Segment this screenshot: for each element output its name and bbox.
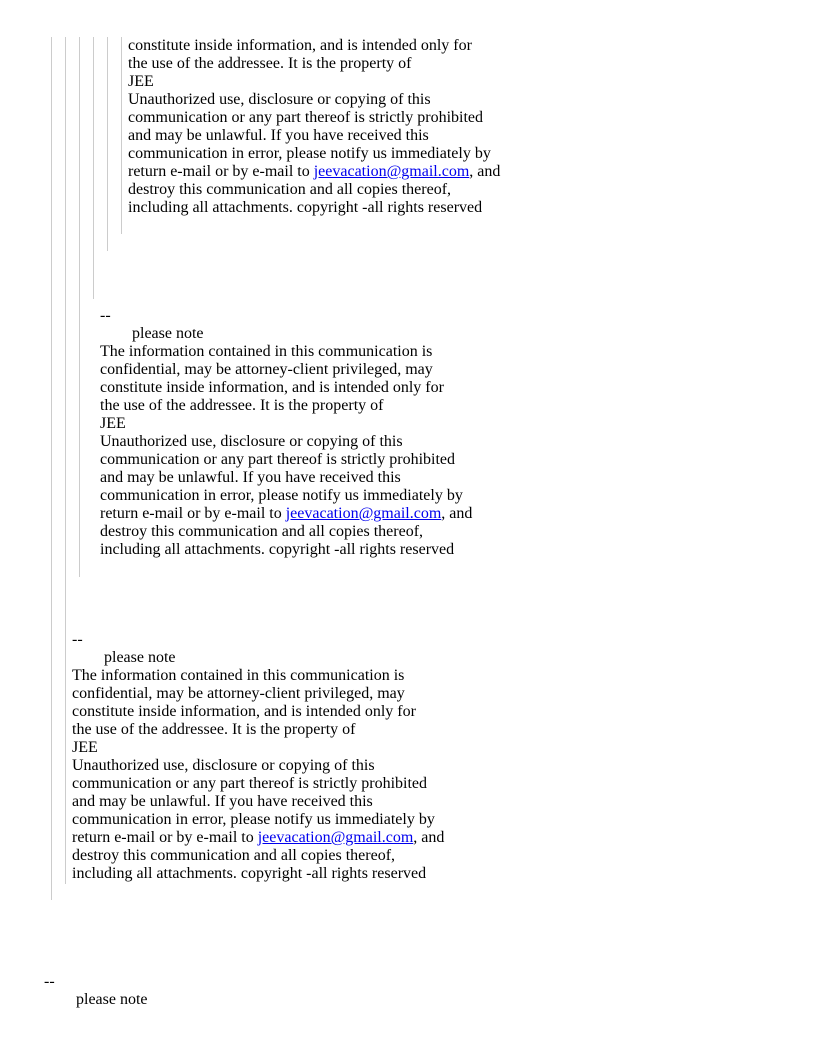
disclaimer-line: communication in error, please notify us immediately by <box>128 145 491 162</box>
disclaimer-line: and may be unlawful. If you have received this <box>72 793 373 810</box>
disclaimer-line: The information contained in this communication is <box>100 343 433 360</box>
disclaimer-line: confidential, may be attorney-client privileged, may <box>100 361 433 378</box>
quote-border-level-6 <box>121 37 122 234</box>
disclaimer-line: the use of the addressee. It is the property of <box>128 55 412 72</box>
return-suffix: , and <box>441 505 473 522</box>
disclaimer-block-4 <box>44 973 148 1009</box>
disclaimer-return-line <box>72 829 444 847</box>
quote-border-level-3 <box>79 37 80 577</box>
please-note-heading: please note <box>132 325 204 342</box>
email-link[interactable]: jeevacation@gmail.com <box>285 505 442 522</box>
signature-separator: -- <box>100 307 111 324</box>
disclaimer-line: The information contained in this communication is <box>72 667 405 684</box>
disclaimer-return-line <box>100 505 472 523</box>
signature-separator: -- <box>72 631 83 648</box>
email-link[interactable]: jeevacation@gmail.com <box>257 829 414 846</box>
disclaimer-line: including all attachments. copyright -all rights reserved <box>128 199 483 216</box>
disclaimer-line: confidential, may be attorney-client privileged, may <box>72 685 405 702</box>
disclaimer-line: destroy this communication and all copies thereof, <box>72 847 396 864</box>
return-prefix: return e-mail or by e-mail to <box>128 163 314 180</box>
disclaimer-line: destroy this communication and all copies thereof, <box>128 181 452 198</box>
disclaimer-line: and may be unlawful. If you have received this <box>128 127 429 144</box>
return-suffix: , and <box>469 163 501 180</box>
disclaimer-line: Unauthorized use, disclosure or copying of this <box>72 757 375 774</box>
disclaimer-line: constitute inside information, and is intended only for <box>100 379 444 396</box>
disclaimer-line: and may be unlawful. If you have received this <box>100 469 401 486</box>
disclaimer-line: constitute inside information, and is intended only for <box>72 703 416 720</box>
disclaimer-line: communication or any part thereof is strictly prohibited <box>128 109 484 126</box>
quote-border-level-4 <box>93 37 94 299</box>
disclaimer-line: the use of the addressee. It is the property of <box>100 397 384 414</box>
return-prefix: return e-mail or by e-mail to <box>100 505 286 522</box>
disclaimer-line: destroy this communication and all copies thereof, <box>100 523 424 540</box>
quote-border-level-2 <box>65 37 66 884</box>
disclaimer-line: including all attachments. copyright -all rights reserved <box>72 865 427 882</box>
signature-separator: -- <box>44 973 55 990</box>
disclaimer-line: including all attachments. copyright -all rights reserved <box>100 541 455 558</box>
disclaimer-line: Unauthorized use, disclosure or copying of this <box>100 433 403 450</box>
disclaimer-line: communication or any part thereof is strictly prohibited <box>72 775 428 792</box>
disclaimer-return-line <box>128 163 500 181</box>
disclaimer-block-3 <box>72 631 444 883</box>
disclaimer-block-1 <box>128 37 500 217</box>
please-note-heading: please note <box>76 991 148 1008</box>
disclaimer-line: constitute inside information, and is intended only for <box>128 37 472 54</box>
disclaimer-line: communication in error, please notify us immediately by <box>100 487 463 504</box>
return-prefix: return e-mail or by e-mail to <box>72 829 258 846</box>
return-suffix: , and <box>413 829 445 846</box>
please-note-heading: please note <box>104 649 176 666</box>
disclaimer-line: JEE <box>72 739 98 756</box>
disclaimer-block-2 <box>100 307 472 559</box>
quote-border-level-1 <box>51 37 52 900</box>
disclaimer-line: the use of the addressee. It is the property of <box>72 721 356 738</box>
quote-border-level-5 <box>107 37 108 251</box>
disclaimer-line: JEE <box>128 73 154 90</box>
disclaimer-line: communication in error, please notify us immediately by <box>72 811 435 828</box>
email-link[interactable]: jeevacation@gmail.com <box>313 163 470 180</box>
disclaimer-line: JEE <box>100 415 126 432</box>
disclaimer-line: communication or any part thereof is strictly prohibited <box>100 451 456 468</box>
disclaimer-line: Unauthorized use, disclosure or copying of this <box>128 91 431 108</box>
